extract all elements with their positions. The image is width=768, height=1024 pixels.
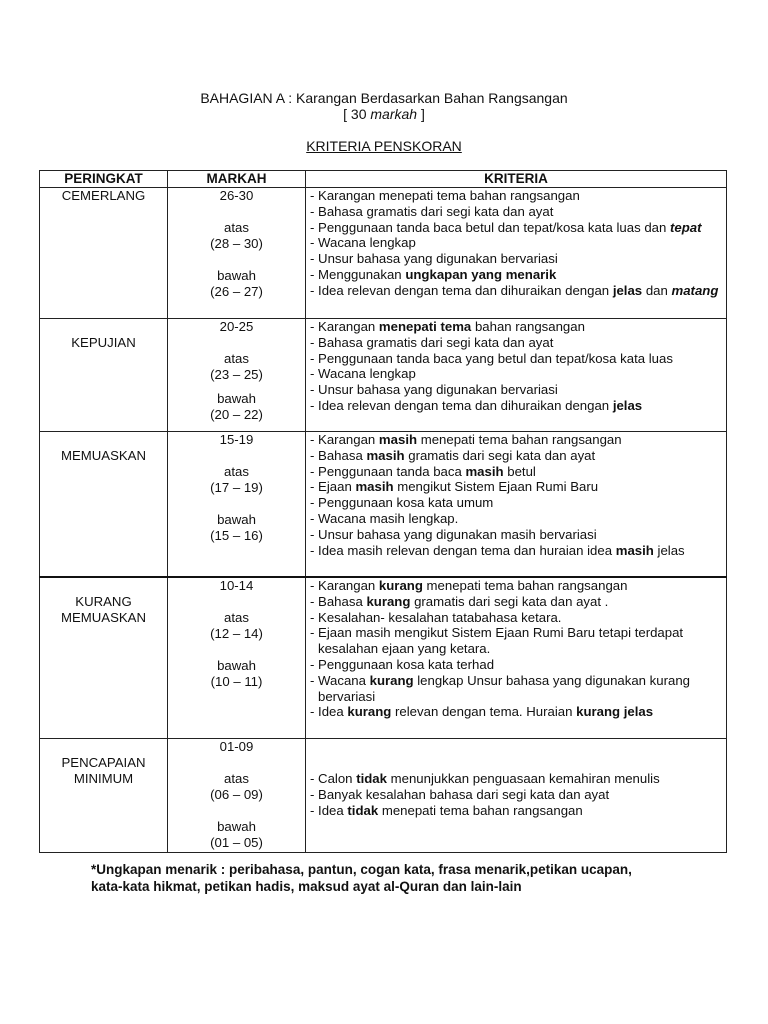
lower-band-label: bawah (217, 658, 256, 673)
criteria-cell (306, 319, 727, 432)
grade-label: KEPUJIAN (71, 335, 136, 350)
marks-cell (168, 319, 306, 432)
criteria-cell (306, 188, 727, 319)
lower-band-range: (20 – 22) (210, 407, 263, 422)
criteria-line: - Penggunaan tanda baca masih betul (310, 463, 536, 479)
upper-band-label: atas (224, 351, 249, 366)
grade-cell (40, 319, 168, 432)
criteria-line: kesalahan ejaan yang ketara. (318, 641, 491, 657)
criteria-line: - Wacana lengkap (310, 366, 416, 382)
criteria-line: - Idea kurang relevan dengan tema. Huraian kurang jelas (310, 704, 654, 720)
lower-band-label: bawah (217, 819, 256, 834)
grade-cell (40, 432, 168, 578)
criteria-line: - Karangan menepati tema bahan rangsangan (310, 188, 580, 203)
grade-label: MEMUASKAN (61, 448, 146, 463)
table-row (40, 319, 727, 432)
upper-band-label: atas (224, 220, 249, 235)
footnote-line: *Ungkapan menarik : peribahasa, pantun, cogan kata, frasa menarik,petikan ucapan, (91, 862, 632, 877)
table-row (40, 739, 727, 853)
table-row (40, 577, 727, 739)
footnote-line: kata-kata hikmat, petikan hadis, maksud ayat al-Quran dan lain-lain (91, 879, 522, 894)
lower-band-label: bawah (217, 268, 256, 283)
criteria-cell (306, 432, 727, 578)
marks-range: 01-09 (219, 739, 254, 754)
table-row (40, 188, 727, 319)
criteria-line: - Unsur bahasa yang digunakan bervariasi (310, 382, 558, 398)
criteria-line: - Idea masih relevan dengan tema dan huraian idea masih jelas (310, 542, 685, 558)
table-row (40, 432, 727, 578)
criteria-line: - Karangan menepati tema bahan rangsangan (310, 319, 585, 334)
criteria-line: - Penggunaan tanda baca yang betul dan tepat/kosa kata luas (310, 350, 673, 366)
section-title: BAHAGIAN A : Karangan Berdasarkan Bahan Rangsangan (200, 90, 568, 106)
criteria-cell (306, 577, 727, 739)
criteria-line: - Ejaan masih mengikut Sistem Ejaan Rumi Baru (310, 479, 599, 495)
marks-cell (168, 188, 306, 319)
upper-band-label: atas (224, 771, 249, 786)
marks-range: 20-25 (219, 319, 254, 334)
criteria-line: - Unsur bahasa yang digunakan masih bervariasi (310, 526, 597, 542)
criteria-line: - Idea relevan dengan tema dan dihuraikan dengan jelas dan matang (310, 282, 719, 298)
marks-cell (168, 739, 306, 853)
marks-range: 10-14 (219, 578, 254, 593)
grade-label: MEMUASKAN (61, 610, 146, 625)
criteria-line: - Kesalahan- kesalahan tatabahasa ketara. (310, 609, 562, 625)
column-header: MARKAH (168, 171, 306, 188)
criteria-line: - Idea relevan dengan tema dan dihuraikan dengan jelas (310, 397, 643, 413)
marks-cell (168, 577, 306, 739)
upper-band-label: atas (224, 464, 249, 479)
criteria-line: - Penggunaan kosa kata umum (310, 495, 494, 511)
grade-cell (40, 577, 168, 739)
lower-band-label: bawah (217, 391, 256, 406)
criteria-line: - Menggunakan ungkapan yang menarik (310, 266, 557, 282)
upper-band-range: (06 – 09) (210, 787, 263, 802)
grade-label: CEMERLANG (61, 188, 146, 203)
criteria-cell (306, 739, 727, 853)
grade-label: MINIMUM (73, 771, 134, 786)
criteria-line: - Banyak kesalahan bahasa dari segi kata dan ayat (310, 786, 610, 802)
criteria-line: - Ejaan masih mengikut Sistem Ejaan Rumi Baru tetapi terdapat (310, 625, 684, 641)
scoring-table (39, 170, 727, 853)
criteria-line: - Penggunaan tanda baca betul dan tepat/kosa kata luas dan tepat (310, 219, 702, 235)
footnote (91, 861, 691, 895)
criteria-line: - Idea tidak menepati tema bahan rangsangan (310, 802, 583, 818)
lower-band-range: (10 – 11) (210, 674, 263, 689)
lower-band-range: (15 – 16) (210, 528, 263, 543)
upper-band-range: (23 – 25) (210, 367, 263, 382)
column-header: PERINGKAT (40, 171, 168, 188)
lower-band-range: (01 – 05) (210, 835, 263, 850)
criteria-line: - Bahasa kurang gramatis dari segi kata dan ayat . (310, 593, 609, 609)
marks-range: 15-19 (219, 432, 254, 447)
upper-band-range: (12 – 14) (210, 626, 263, 641)
grade-cell (40, 188, 168, 319)
criteria-line: - Bahasa masih gramatis dari segi kata dan ayat (310, 447, 596, 463)
criteria-line: - Karangan masih menepati tema bahan rangsangan (310, 432, 622, 447)
upper-band-range: (28 – 30) (210, 236, 263, 251)
criteria-line: bervariasi (318, 688, 376, 704)
table-header-row (40, 171, 727, 188)
marks-cell (168, 432, 306, 578)
criteria-line: - Unsur bahasa yang digunakan bervariasi (310, 251, 558, 267)
criteria-heading: KRITERIA PENSKORAN (306, 138, 462, 154)
criteria-line: - Bahasa gramatis dari segi kata dan ayat (310, 334, 554, 350)
grade-cell (40, 739, 168, 853)
criteria-line: - Calon tidak menunjukkan penguasaan kemahiran menulis (310, 771, 660, 786)
lower-band-label: bawah (217, 512, 256, 527)
criteria-line: - Wacana masih lengkap. (310, 510, 459, 526)
criteria-line: - Bahasa gramatis dari segi kata dan ayat (310, 203, 554, 219)
criteria-line: - Karangan kurang menepati tema bahan rangsangan (310, 578, 628, 593)
grade-label: KURANG (75, 594, 132, 609)
marks-subtitle: [ 30 markah ] (343, 106, 425, 122)
criteria-line: - Penggunaan kosa kata terhad (310, 656, 495, 672)
column-header: KRITERIA (306, 171, 727, 188)
criteria-line: - Wacana kurang lengkap Unsur bahasa yang digunakan kurang (310, 672, 690, 688)
upper-band-label: atas (224, 610, 249, 625)
criteria-line: - Wacana lengkap (310, 235, 416, 251)
lower-band-range: (26 – 27) (210, 284, 263, 299)
grade-label: PENCAPAIAN (61, 755, 146, 770)
upper-band-range: (17 – 19) (210, 480, 263, 495)
marks-range: 26-30 (219, 188, 254, 203)
